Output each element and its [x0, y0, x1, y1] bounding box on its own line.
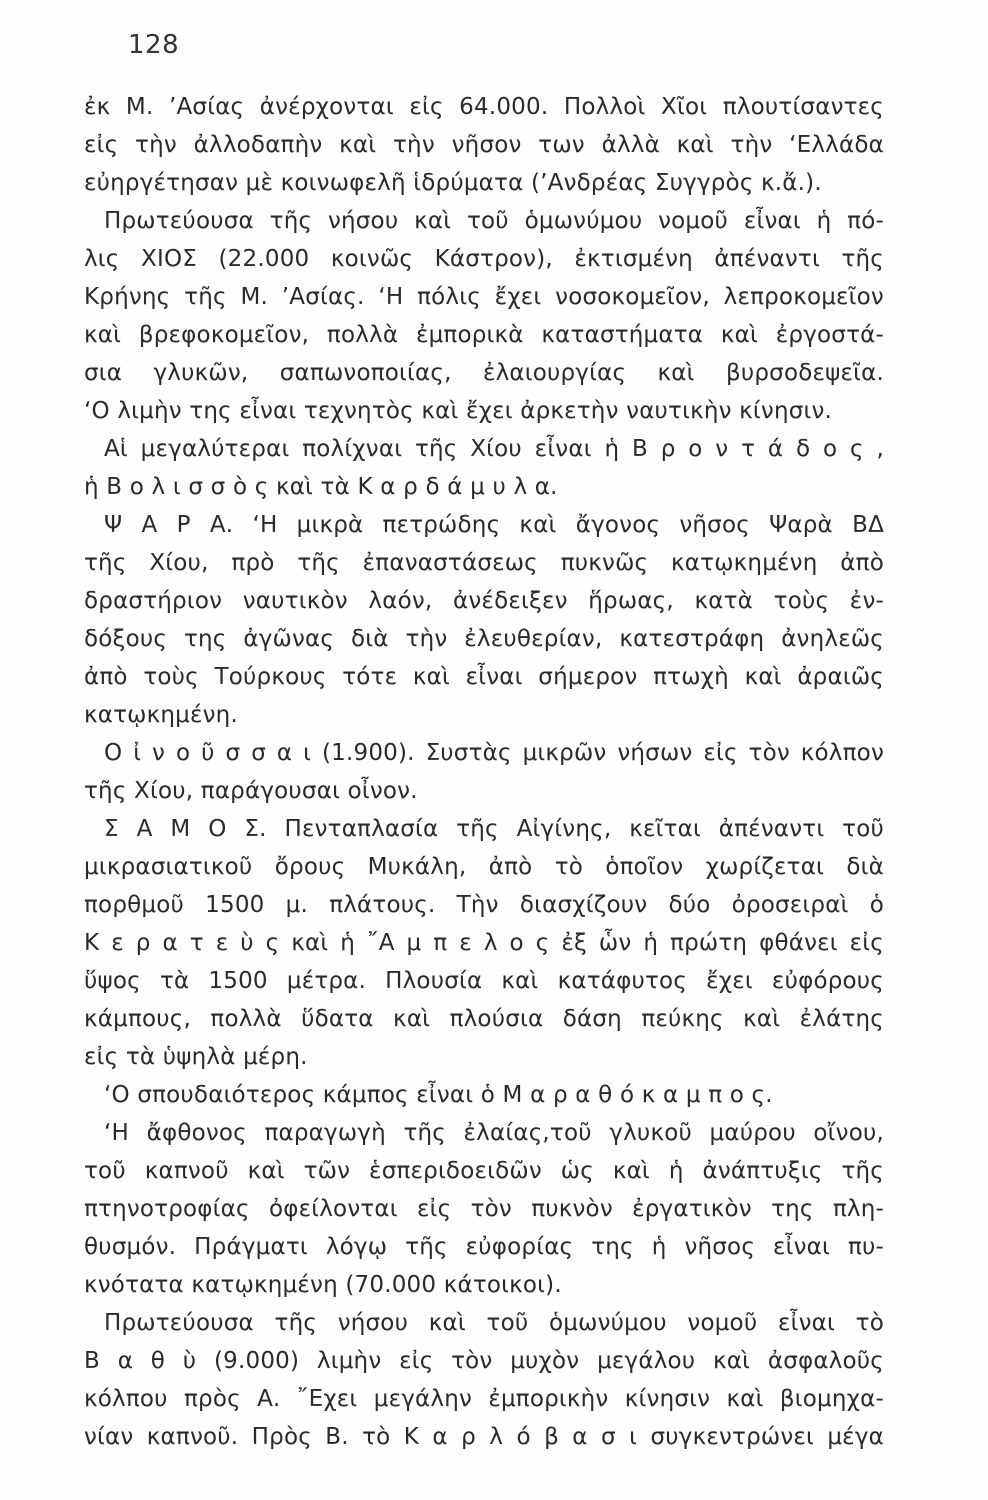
- text-line: τοῦ καπνοῦ καὶ τῶν ἑσπεριδοειδῶν ὡς καὶ ἡ ἀνάπτυξις τῆς: [84, 1158, 884, 1184]
- text-line: ‘Η ἄφθονος παραγωγὴ τῆς ἐλαίας,τοῦ γλυκοῦ μαύρου οἴνου,: [104, 1120, 884, 1146]
- text-line: θυσμόν. Πράγματι λόγῳ τῆς εὐφορίας της ἡ νῆσος εἶναι πυ-: [84, 1234, 884, 1260]
- text-line: πορθμοῦ 1500 μ. πλάτους. Τὴν διασχίζουν δύο ὀροσειραὶ ὁ: [84, 892, 884, 918]
- text-line: νίαν καπνοῦ. Πρὸς Β. τὸ Κ α ρ λ ό β α σ ι συγκεντρώνει μέγα: [84, 1424, 884, 1450]
- text-line: κατῳκημένη.: [84, 702, 238, 728]
- text-line: ἀπὸ τοὺς Τούρκους τότε καὶ εἶναι σήμερον πτωχὴ καὶ ἀραιῶς: [84, 664, 884, 690]
- text-line: εὐηργέτησαν μὲ κοινωφελῆ ἱδρύματα (’Ανδρέας Συγγρὸς κ.ἄ.).: [84, 170, 822, 196]
- text-line: εἰς τὰ ὑψηλὰ μέρη.: [84, 1044, 308, 1070]
- text-line: Πρωτεύουσα τῆς νήσου καὶ τοῦ ὁμωνύμου νομοῦ εἶναι ἡ πό-: [104, 208, 884, 234]
- text-line: Σ Α Μ Ο Σ. Πενταπλασία τῆς Αἰγίνης, κεῖται ἀπέναντι τοῦ: [104, 816, 884, 842]
- text-line: λις ΧΙΟΣ (22.000 κοινῶς Κάστρον), ἐκτισμένη ἀπέναντι τῆς: [84, 246, 884, 272]
- text-line: ‘Ο λιμὴν της εἶναι τεχνητὸς καὶ ἔχει ἀρκετὴν ναυτικὴν κίνησιν.: [84, 398, 833, 424]
- text-line: κνότατα κατῳκημένη (70.000 κάτοικοι).: [84, 1272, 562, 1298]
- text-line: ἡ Β ο λ ι σ σ ὸ ς καὶ τὰ Κ α ρ δ ά μ υ λ α.: [84, 474, 558, 500]
- text-line: καὶ βρεφοκομεῖον, πολλὰ ἐμπορικὰ καταστήματα καὶ ἐργοστά-: [84, 322, 884, 348]
- text-line: πτηνοτροφίας ὀφείλονται εἰς τὸν πυκνὸν ἐργατικὸν της πλη-: [84, 1196, 884, 1222]
- text-line: Κρήνης τῆς Μ. ’Ασίας. ‘Η πόλις ἔχει νοσοκομεῖον, λεπροκομεῖον: [84, 284, 884, 310]
- text-line: κόλπου πρὸς Α. ῎Εχει μεγάλην ἐμπορικὴν κίνησιν καὶ βιομηχα-: [84, 1386, 884, 1412]
- text-line: Αἱ μεγαλύτεραι πολίχναι τῆς Χίου εἶναι ἡ Β ρ ο ν τ ά δ ο ς ,: [104, 436, 884, 462]
- text-line: Ο ἰ ν ο ῦ σ σ α ι (1.900). Συστὰς μικρῶν νήσων εἰς τὸν κόλπον: [104, 740, 884, 766]
- text-line: Κ ε ρ α τ ε ὺ ς καὶ ἡ ῎Α μ π ε λ ο ς ἐξ ὧν ἡ πρώτη φθάνει εἰς: [84, 930, 884, 956]
- text-line: δραστήριον ναυτικὸν λαόν, ἀνέδειξεν ἥρωας, κατὰ τοὺς ἐν-: [84, 588, 884, 614]
- text-line: τῆς Χίου, παράγουσαι οἶνον.: [84, 778, 418, 804]
- text-line: εἰς τὴν ἀλλοδαπὴν καὶ τὴν νῆσον των ἀλλὰ καὶ τὴν ‘Ελλάδα: [84, 132, 884, 158]
- text-line: Ψ Α Ρ Α. ‘Η μικρὰ πετρώδης καὶ ἄγονος νῆσος Ψαρὰ ΒΔ: [104, 512, 884, 538]
- page-number: 128: [128, 30, 180, 60]
- text-line: ‘Ο σπουδαιότερος κάμπος εἶναι ὁ Μ α ρ α θ ό κ α μ π ο ς.: [104, 1082, 773, 1108]
- text-line: Πρωτεύουσα τῆς νήσου καὶ τοῦ ὁμωνύμου νομοῦ εἶναι τὸ: [104, 1310, 884, 1336]
- text-line: ὕψος τὰ 1500 μέτρα. Πλουσία καὶ κατάφυτος ἔχει εὐφόρους: [84, 968, 884, 994]
- text-line: δόξους της ἀγῶνας διὰ τὴν ἐλευθερίαν, κατεστράφη ἀνηλεῶς: [84, 626, 884, 652]
- text-line: κάμπους, πολλὰ ὕδατα καὶ πλούσια δάση πεύκης καὶ ἐλάτης: [84, 1006, 884, 1032]
- text-line: Β α θ ὺ (9.000) λιμὴν εἰς τὸν μυχὸν μεγάλου καὶ ἀσφαλοῦς: [84, 1348, 884, 1374]
- text-line: μικρασιατικοῦ ὄρους Μυκάλη, ἀπὸ τὸ ὁποῖον χωρίζεται διὰ: [84, 854, 884, 880]
- text-line: σια γλυκῶν, σαπωνοποιίας, ἐλαιουργίας καὶ βυρσοδεψεῖα.: [84, 360, 884, 386]
- text-line: ἐκ Μ. ’Ασίας ἀνέρχονται εἰς 64.000. Πολλοὶ Χῖοι πλουτίσαντες: [84, 94, 884, 120]
- text-line: τῆς Χίου, πρὸ τῆς ἐπαναστάσεως πυκνῶς κατῳκημένη ἀπὸ: [84, 550, 884, 576]
